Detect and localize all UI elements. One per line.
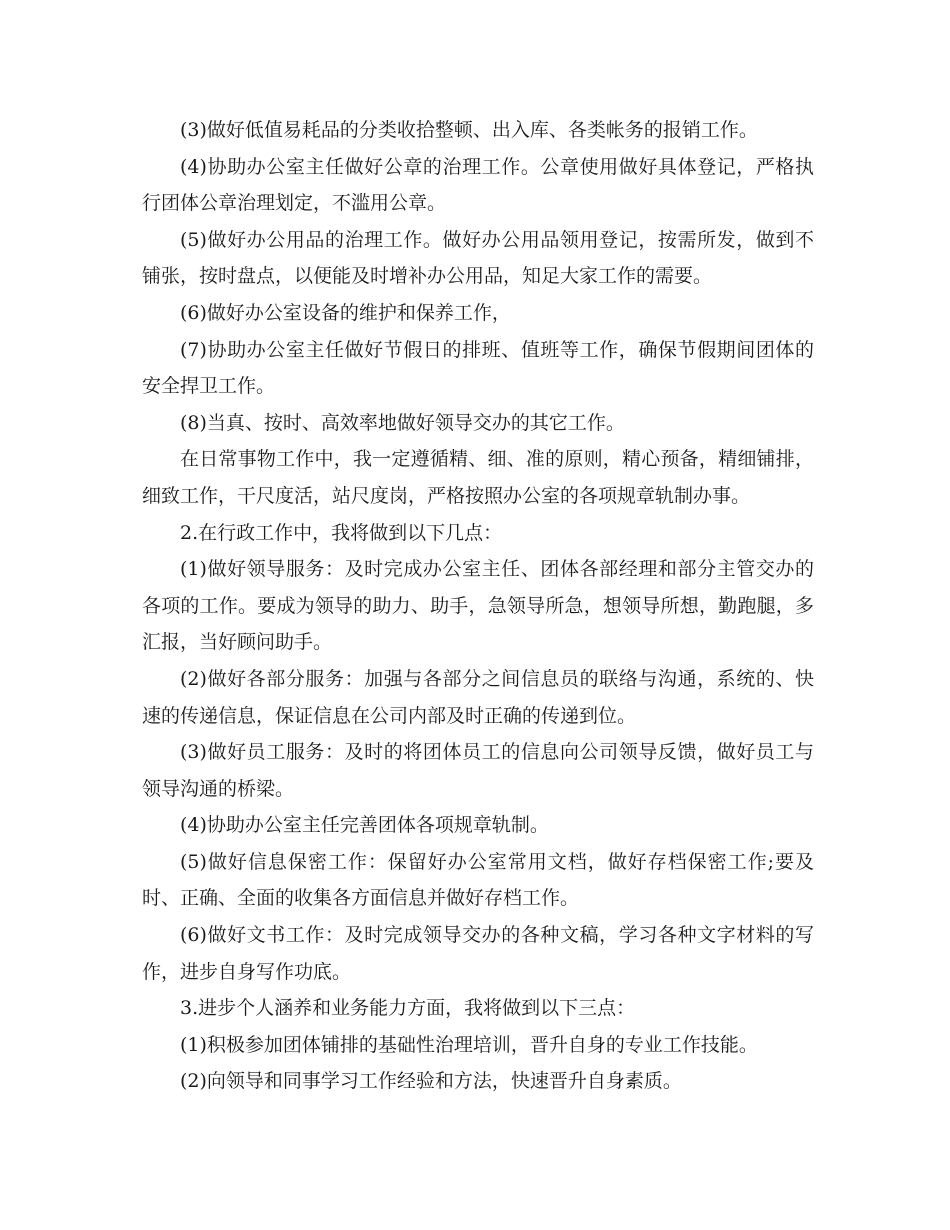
paragraph-leader-assignments: (8)当真、按时、高效率地做好领导交办的其它工作。 xyxy=(180,411,625,434)
paragraph-department-service: (2)做好各部分服务：加强与各部分之间信息员的联络与沟通，系统的、快速的传递信息，保证信息在公司内部及时正确的传递到位。 xyxy=(142,667,814,727)
paragraph-office-supplies: (5)做好办公用品的治理工作。做好办公用品领用登记，按需所发，做到不铺张，按时盘点，以便能及时增补办公用品，知足大家工作的需要。 xyxy=(142,228,814,288)
paragraph-official-seal: (4)协助办公室主任做好公章的治理工作。公章使用做好具体登记，严格执行团体公章治理划定，不滥用公章。 xyxy=(142,155,814,215)
paragraph-rules-improvement: (4)协助办公室主任完善团体各项规章轨制。 xyxy=(180,814,549,837)
paragraph-holiday-duty: (7)协助办公室主任做好节假日的排班、值班等工作，确保节假期间团体的安全捍卫工作。 xyxy=(142,338,814,398)
document-body xyxy=(142,112,814,1100)
paragraph-employee-service: (3)做好员工服务：及时的将团体员工的信息向公司领导反馈，做好员工与领导沟通的桥梁。 xyxy=(142,741,814,800)
paragraph-leader-service: (1)做好领导服务：及时完成办公室主任、团体各部经理和部分主管交办的各项的工作。要成为领导的助力、助手，急领导所急，想领导所想，勤跑腿，多汇报，当好顾问助手。 xyxy=(142,558,814,654)
paragraph-equipment-maintenance: (6)做好办公室设备的维护和保养工作， xyxy=(180,301,511,324)
paragraph-training: (1)积极参加团体铺排的基础性治理培训，晋升自身的专业工作技能。 xyxy=(180,1033,758,1056)
paragraph-low-value-consumables: (3)做好低值易耗品的分类收拾整顿、出入库、各类帐务的报销工作。 xyxy=(180,119,758,141)
paragraph-clerical-work: (6)做好文书工作：及时完成领导交办的各种文稿，学习各种文字材料的写作，进步自身写作功底。 xyxy=(142,924,814,983)
paragraph-confidentiality: (5)做好信息保密工作：保留好办公室常用文档，做好存档保密工作;要及时、正确、全面的收集各方面信息并做好存档工作。 xyxy=(142,850,814,910)
paragraph-daily-principles: 在日常事物工作中，我一定遵循精、细、准的原则，精心预备，精细铺排，细致工作，干尺度活，站尺度岗，严格按照办公室的各项规章轨制办事。 xyxy=(142,448,814,507)
heading-personal-development: 3.进步个人涵养和业务能力方面，我将做到以下三点： xyxy=(180,997,636,1020)
paragraph-learning-from-colleagues: (2)向领导和同事学习工作经验和方法，快速晋升自身素质。 xyxy=(180,1070,682,1093)
heading-administrative-work: 2.在行政工作中，我将做到以下几点： xyxy=(180,521,503,544)
